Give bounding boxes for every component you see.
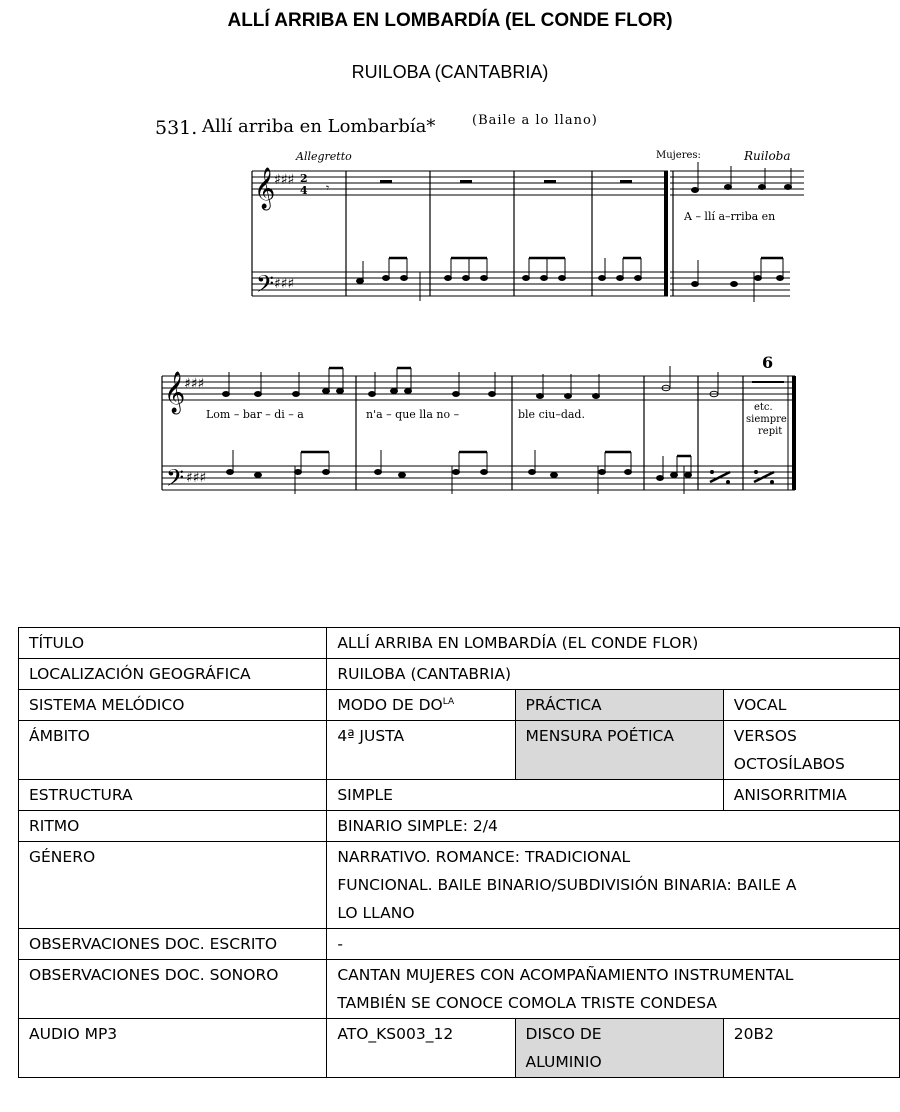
mensura-value-line-2: OCTOSÍLABOS	[733, 755, 845, 773]
ritmo-label: RITMO	[19, 811, 327, 842]
document-title: ALLÍ ARRIBA EN LOMBARDÍA (EL CONDE FLOR)	[227, 10, 673, 31]
treble-clef-icon-2: 𝄞	[164, 372, 186, 413]
mensura-label: MENSURA POÉTICA	[515, 721, 723, 780]
system1-bass-staff	[252, 272, 790, 296]
score-heading-title: Allí arriba en Lombarbía*	[202, 116, 436, 137]
estructura-extra: ANISORRITMIA	[723, 780, 899, 811]
table-row	[19, 811, 900, 842]
lyrics-line-2c: ble ciu–dad.	[518, 408, 585, 421]
lyrics-line-2a: Lom – bar – di – a	[206, 408, 304, 421]
codigo-value: 20B2	[723, 1019, 899, 1078]
estructura-label: ESTRUCTURA	[19, 780, 327, 811]
ambito-value: 4ª JUSTA	[327, 721, 515, 780]
music-score	[140, 96, 820, 516]
obs-sonoro-line-1: CANTAN MUJERES CON ACOMPAÑAMIENTO INSTRUMENTAL	[337, 966, 794, 984]
time-signature: 2	[300, 172, 308, 185]
score-heading-number: 531.	[155, 117, 198, 139]
practica-value: VOCAL	[723, 690, 899, 721]
genero-line-1: NARRATIVO. ROMANCE: TRADICIONAL	[337, 848, 631, 866]
table-row	[19, 842, 900, 929]
lyrics-line-2b: n'a – que lla no –	[366, 408, 460, 421]
sistema-melodico-label: SISTEMA MELÓDICO	[19, 690, 327, 721]
genero-label: GÉNERO	[19, 842, 327, 929]
svg-text:𝄾: 𝄾	[326, 181, 330, 195]
system1-bass-notes	[357, 258, 784, 302]
obs-sonoro-line-2: TAMBIÉN SE CONOCE COMOLA TRISTE CONDESA	[337, 994, 718, 1012]
score-heading-note: (Baile a lo llano)	[472, 113, 598, 128]
mensura-value	[723, 721, 899, 780]
obs-escrito-value: -	[327, 929, 900, 960]
obs-sonoro-value	[327, 960, 900, 1019]
localizacion-value: RUILOBA (CANTABRIA)	[327, 659, 900, 690]
key-signature: ♯♯♯	[274, 172, 295, 188]
table-row	[19, 690, 900, 721]
titulo-value: ALLÍ ARRIBA EN LOMBARDÍA (EL CONDE FLOR)	[327, 628, 900, 659]
practica-label: PRÁCTICA	[515, 690, 723, 721]
time-signature-bottom: 4	[300, 184, 308, 197]
table-row	[19, 659, 900, 690]
ritmo-value: BINARIO SIMPLE: 2/4	[327, 811, 900, 842]
repeat-note-1: etc.	[754, 402, 773, 413]
system1-treble-staff	[252, 171, 804, 195]
table-row	[19, 1019, 900, 1078]
localizacion-label: LOCALIZACIÓN GEOGRÁFICA	[19, 659, 327, 690]
sistema-melodico-value: MODO DE DO	[337, 696, 443, 714]
table-row	[19, 780, 900, 811]
soporte-line-1: DISCO DE	[525, 1025, 602, 1043]
score-place-label: Ruiloba	[744, 149, 791, 163]
system1-rests	[326, 180, 632, 195]
repeat-note-3: repit	[758, 426, 783, 437]
table-row	[19, 628, 900, 659]
table-row	[19, 929, 900, 960]
genero-line-3: LO LLANO	[337, 904, 415, 922]
bass-clef-icon-2: 𝄢	[166, 464, 185, 497]
sistema-melodico-cell	[327, 690, 515, 721]
estructura-value: SIMPLE	[327, 780, 723, 811]
score-tempo: Allegretto	[296, 150, 352, 163]
soporte-line-2: ALUMINIO	[525, 1053, 602, 1071]
document-subtitle: RUILOBA (CANTABRIA)	[351, 62, 549, 82]
table-row	[19, 960, 900, 1019]
obs-sonoro-label: OBSERVACIONES DOC. SONORO	[19, 960, 327, 1019]
soporte-value	[515, 1019, 723, 1078]
repeat-count: 6	[762, 353, 774, 372]
audio-label: AUDIO MP3	[19, 1019, 327, 1078]
sistema-melodico-sup: LA	[442, 697, 455, 707]
lyrics-line-1: A – llí a–rriba en	[684, 210, 776, 223]
treble-clef-icon: 𝄞	[254, 168, 276, 209]
key-signature-bass-2: ♯♯♯	[186, 470, 207, 486]
key-signature-bass: ♯♯♯	[274, 276, 295, 292]
audio-value: ATO_KS003_12	[327, 1019, 515, 1078]
repeat-note-2: siempre	[746, 414, 787, 425]
obs-escrito-label: OBSERVACIONES DOC. ESCRITO	[19, 929, 327, 960]
genero-value	[327, 842, 900, 929]
mensura-value-line-1: VERSOS	[733, 727, 797, 745]
key-signature-2: ♯♯♯	[184, 376, 205, 392]
table-row	[19, 721, 900, 780]
system2-bass-staff	[162, 466, 795, 490]
genero-line-2: FUNCIONAL. BAILE BINARIO/SUBDIVISIÓN BINARIA: BAILE A	[337, 876, 797, 894]
titulo-label: TÍTULO	[19, 628, 327, 659]
bass-clef-icon: 𝄢	[256, 270, 275, 303]
ambito-label: ÁMBITO	[19, 721, 327, 780]
score-voice-label: Mujeres:	[656, 150, 701, 161]
metadata-table	[18, 627, 900, 1078]
